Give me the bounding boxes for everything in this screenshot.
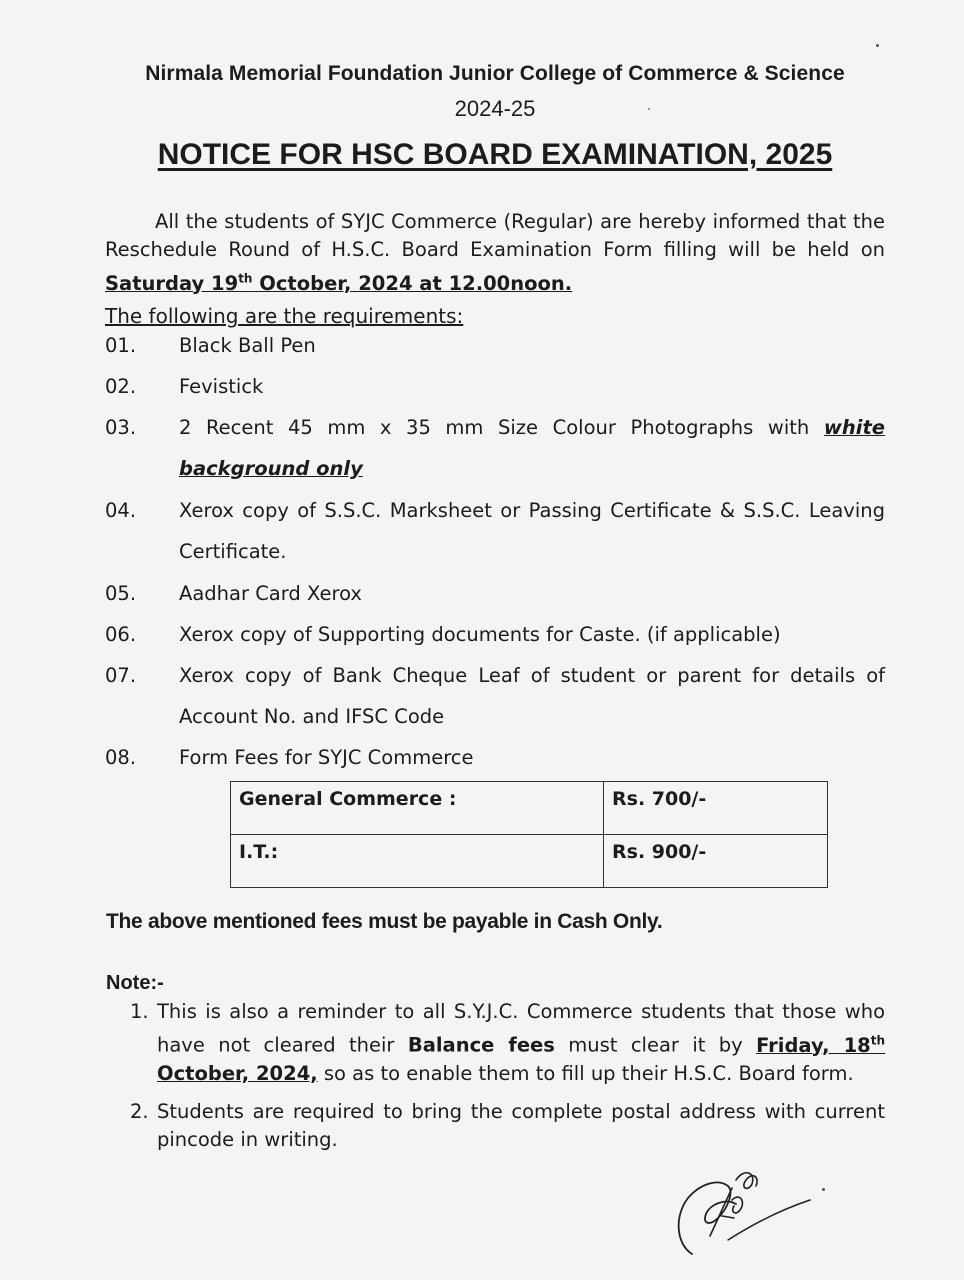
fee-category: I.T.:	[231, 835, 604, 888]
requirements-heading: The following are the requirements:	[105, 304, 464, 328]
deadline-date: Friday, 18th October, 2024,	[157, 1033, 885, 1085]
fee-amount: Rs. 900/-	[604, 835, 828, 888]
item-text: Xerox copy of Supporting documents for Caste. (if applicable)	[179, 623, 781, 646]
item-number: 01.	[105, 334, 137, 357]
table-row	[231, 835, 828, 888]
speck	[822, 1188, 825, 1191]
item-text: Fevistick	[179, 375, 264, 398]
item-number: 02.	[105, 375, 137, 398]
intro-paragraph	[105, 208, 885, 298]
item-number: 08.	[105, 746, 137, 769]
item-text: 2 Recent 45 mm x 35 mm Size Colour Photographs with	[179, 416, 824, 439]
item-text: Xerox copy of S.S.C. Marksheet or Passing Certificate & S.S.C. Leaving Certificate.	[179, 499, 885, 563]
item-number: 06.	[105, 623, 137, 646]
item-text: Xerox copy of Bank Cheque Leaf of student or parent for details of Account No. and IFSC Code	[179, 664, 885, 728]
item-text: Black Ball Pen	[179, 334, 316, 357]
fee-category: General Commerce :	[231, 782, 604, 835]
notice-page: Nirmala Memorial Foundation Junior College of Commerce & Science 2024-25 NOTICE FOR HSC BOARD EXAMINATION, 2025 All the students of SYJC Commerce (Regular) are hereby informed that the Reschedule Round of H.S.C. Board Examination Form filling will be held on Saturday 19th October, 2024 at 12.00noon. The following are the requirements: 01. Black Ball Pen 02. Fevistick 03. 2 Recent 45 mm x 35 mm Size Colour Photographs with white background only 04. Xerox copy of S.S.C. Marksheet or Passing Certificate & S.S.C. Leaving Certificate. 05. Aadhar Card Xerox 06. Xerox copy of Supporting documents for Caste. (if applicable) 07. Xerox copy of Bank Cheque Leaf of student or parent for details of Account No. and IFSC Code 08. Form Fees for SYJC Commerce General Commerce : Rs. 700/- I.T.: Rs. 900/- The above mentioned fees must be payable in Cash Only. Note:- 1. This is also a reminder to all S.Y.J.C. Commerce students that those who have not cleared their Balance fees must clear it by Friday, 18th October, 2024, so as to enable them to fill up their H.S.C. Board form. 2. Students are required to bring the complete postal address with current pincode in writing.	[0, 0, 964, 1280]
item-text: Aadhar Card Xerox	[179, 582, 362, 605]
note-number: 1.	[130, 1000, 149, 1023]
item-text: Form Fees for SYJC Commerce	[179, 746, 474, 769]
intro-text: All the students of SYJC Commerce (Regular) are hereby informed that the Reschedule Round of H.S.C. Board Examination Form filling will be held on	[105, 210, 885, 261]
item-number: 04.	[105, 499, 137, 522]
exam-form-date: Saturday 19th October, 2024 at 12.00noon.	[105, 271, 573, 295]
item-number: 03.	[105, 416, 137, 439]
item-number: 05.	[105, 582, 137, 605]
item-emphasis: white background only	[179, 416, 885, 480]
academic-year: 2024-25	[454, 96, 536, 121]
note-text: Students are required to bring the complete postal address with current pincode in writing.	[157, 1100, 885, 1151]
note-number: 2.	[130, 1100, 149, 1123]
note-heading: Note:-	[106, 972, 164, 994]
college-name: Nirmala Memorial Foundation Junior College of Commerce & Science	[145, 62, 845, 85]
item-number: 07.	[105, 664, 137, 687]
fee-amount: Rs. 700/-	[604, 782, 828, 835]
cash-only-notice: The above mentioned fees must be payable in Cash Only.	[106, 910, 663, 933]
fees-table	[230, 781, 828, 888]
table-row	[231, 782, 828, 835]
balance-fees-label: Balance fees	[407, 1033, 555, 1057]
notice-title: NOTICE FOR HSC BOARD EXAMINATION, 2025	[157, 138, 833, 171]
handwritten-signature	[670, 1158, 820, 1263]
speck	[876, 44, 879, 47]
